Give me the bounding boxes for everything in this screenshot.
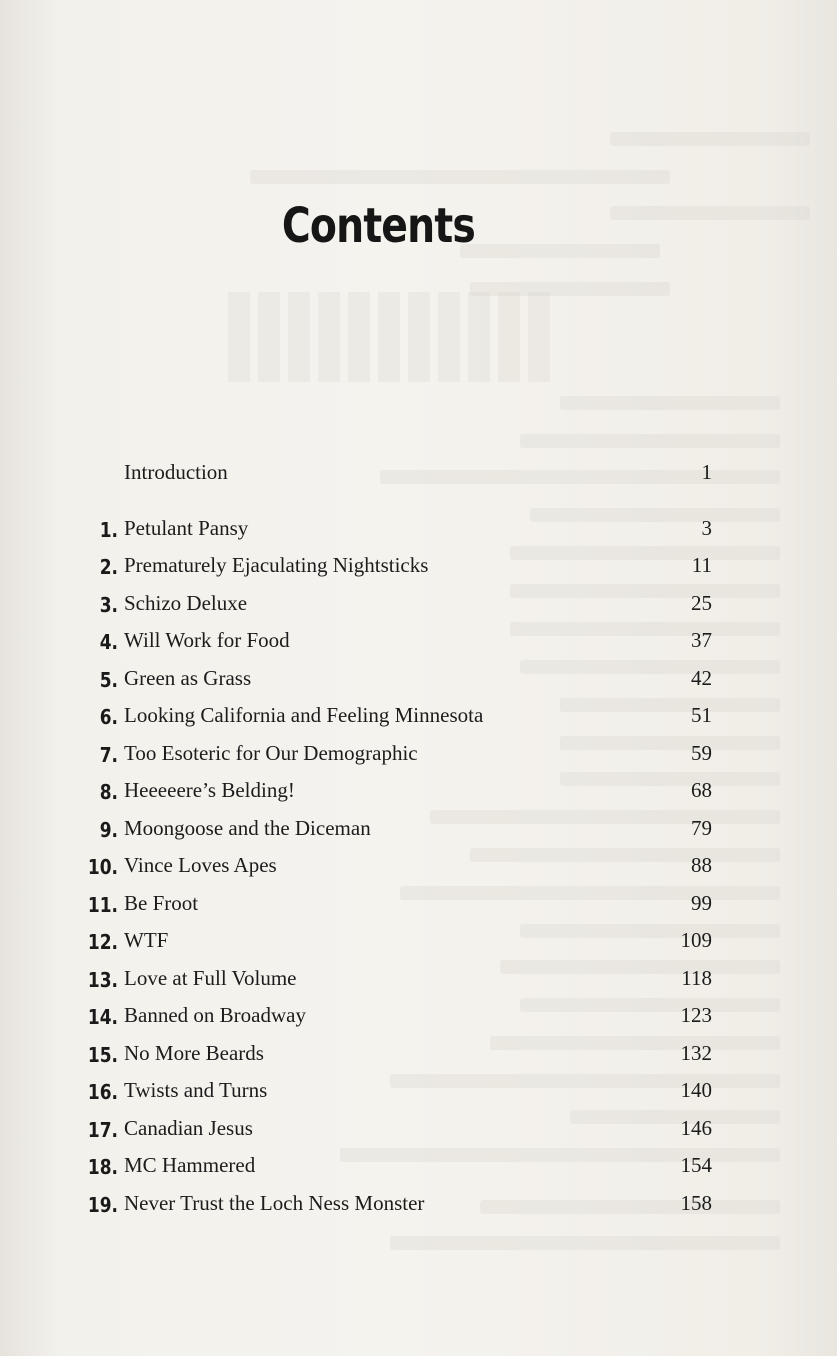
toc-entry[interactable] — [60, 816, 720, 846]
chapter-number: 7. — [99, 743, 118, 767]
chapter-number: 17. — [87, 1118, 118, 1142]
toc-title: WTF — [124, 928, 169, 952]
toc-page-number: 158 — [680, 1191, 712, 1215]
toc-title: Will Work for Food — [124, 628, 290, 652]
toc-entry[interactable] — [60, 853, 720, 883]
toc-title: Too Esoteric for Our Demographic — [124, 741, 418, 765]
toc-page-number: 118 — [681, 966, 712, 990]
chapter-number: 2. — [99, 555, 118, 579]
toc-title: Canadian Jesus — [124, 1116, 253, 1140]
toc-entry[interactable] — [60, 741, 720, 771]
toc-title: Schizo Deluxe — [124, 591, 248, 615]
toc-entry[interactable] — [60, 703, 720, 733]
toc-page-number: 59 — [691, 741, 712, 765]
chapter-number: 19. — [87, 1193, 118, 1217]
chapter-number: 10. — [87, 855, 118, 879]
page-title: Contents — [281, 198, 475, 254]
chapter-number: 6. — [99, 705, 118, 729]
chapter-number: 8. — [99, 780, 118, 804]
toc-entry[interactable] — [60, 1078, 720, 1108]
toc-page-number: 88 — [691, 853, 712, 877]
toc-title: Introduction — [124, 460, 228, 484]
chapter-number: 3. — [99, 593, 118, 617]
toc-entry[interactable] — [60, 1191, 720, 1221]
toc-entry[interactable] — [60, 928, 720, 958]
toc-page-number: 99 — [691, 891, 712, 915]
toc-title: MC Hammered — [124, 1153, 256, 1177]
toc-entry[interactable] — [60, 628, 720, 658]
toc-title: Love at Full Volume — [124, 966, 297, 990]
chapter-number: 5. — [99, 668, 118, 692]
toc-entry[interactable] — [60, 1003, 720, 1033]
toc-page-number: 68 — [691, 778, 712, 802]
toc-title: No More Beards — [124, 1041, 264, 1065]
toc-entry[interactable] — [60, 591, 720, 621]
toc-page-number: 146 — [680, 1116, 712, 1140]
chapter-number: 15. — [87, 1043, 118, 1067]
toc-page-number: 51 — [691, 703, 712, 727]
toc-entry[interactable] — [60, 553, 720, 583]
toc-title: Never Trust the Loch Ness Monster — [124, 1191, 425, 1215]
toc-page-number: 25 — [691, 591, 712, 615]
toc-page-number: 3 — [701, 516, 712, 540]
toc-page-number: 123 — [680, 1003, 712, 1027]
toc-page-number: 140 — [680, 1078, 712, 1102]
chapter-number: 14. — [87, 1005, 118, 1029]
toc-page-number: 42 — [691, 666, 712, 690]
toc-page-number: 37 — [691, 628, 712, 652]
toc-title: Petulant Pansy — [124, 516, 249, 540]
toc-page-number: 109 — [680, 928, 712, 952]
chapter-number: 12. — [87, 930, 118, 954]
chapter-number: 4. — [99, 630, 118, 654]
toc-title: Twists and Turns — [124, 1078, 268, 1102]
chapter-number: 1. — [99, 518, 118, 542]
toc-entry[interactable] — [60, 1153, 720, 1183]
toc-title: Heeeeere’s Belding! — [124, 778, 295, 802]
chapter-number: 18. — [87, 1155, 118, 1179]
chapter-number: 13. — [87, 968, 118, 992]
toc-entry[interactable] — [60, 891, 720, 921]
toc-entry[interactable] — [60, 666, 720, 696]
toc-entry[interactable] — [60, 778, 720, 808]
toc-entry[interactable] — [60, 516, 720, 546]
toc-introduction[interactable] — [60, 460, 720, 490]
toc-entry[interactable] — [60, 1116, 720, 1146]
toc-page-number: 1 — [701, 460, 712, 484]
toc-title: Green as Grass — [124, 666, 252, 690]
toc-entry[interactable] — [60, 966, 720, 996]
toc-page-number: 154 — [680, 1153, 712, 1177]
toc-title: Vince Loves Apes — [124, 853, 277, 877]
toc-page-number: 11 — [691, 553, 712, 577]
chapter-number: 9. — [99, 818, 118, 842]
toc-page-number: 79 — [691, 816, 712, 840]
toc-page-number: 132 — [680, 1041, 712, 1065]
toc-entry[interactable] — [60, 1041, 720, 1071]
toc-title: Looking California and Feeling Minnesota — [124, 703, 484, 727]
toc-title: Be Froot — [124, 891, 199, 915]
toc-title: Banned on Broadway — [124, 1003, 306, 1027]
toc-title: Prematurely Ejaculating Nightsticks — [124, 553, 429, 577]
chapter-number: 11. — [87, 893, 118, 917]
chapter-number: 16. — [87, 1080, 118, 1104]
toc-title: Moongoose and the Diceman — [124, 816, 371, 840]
